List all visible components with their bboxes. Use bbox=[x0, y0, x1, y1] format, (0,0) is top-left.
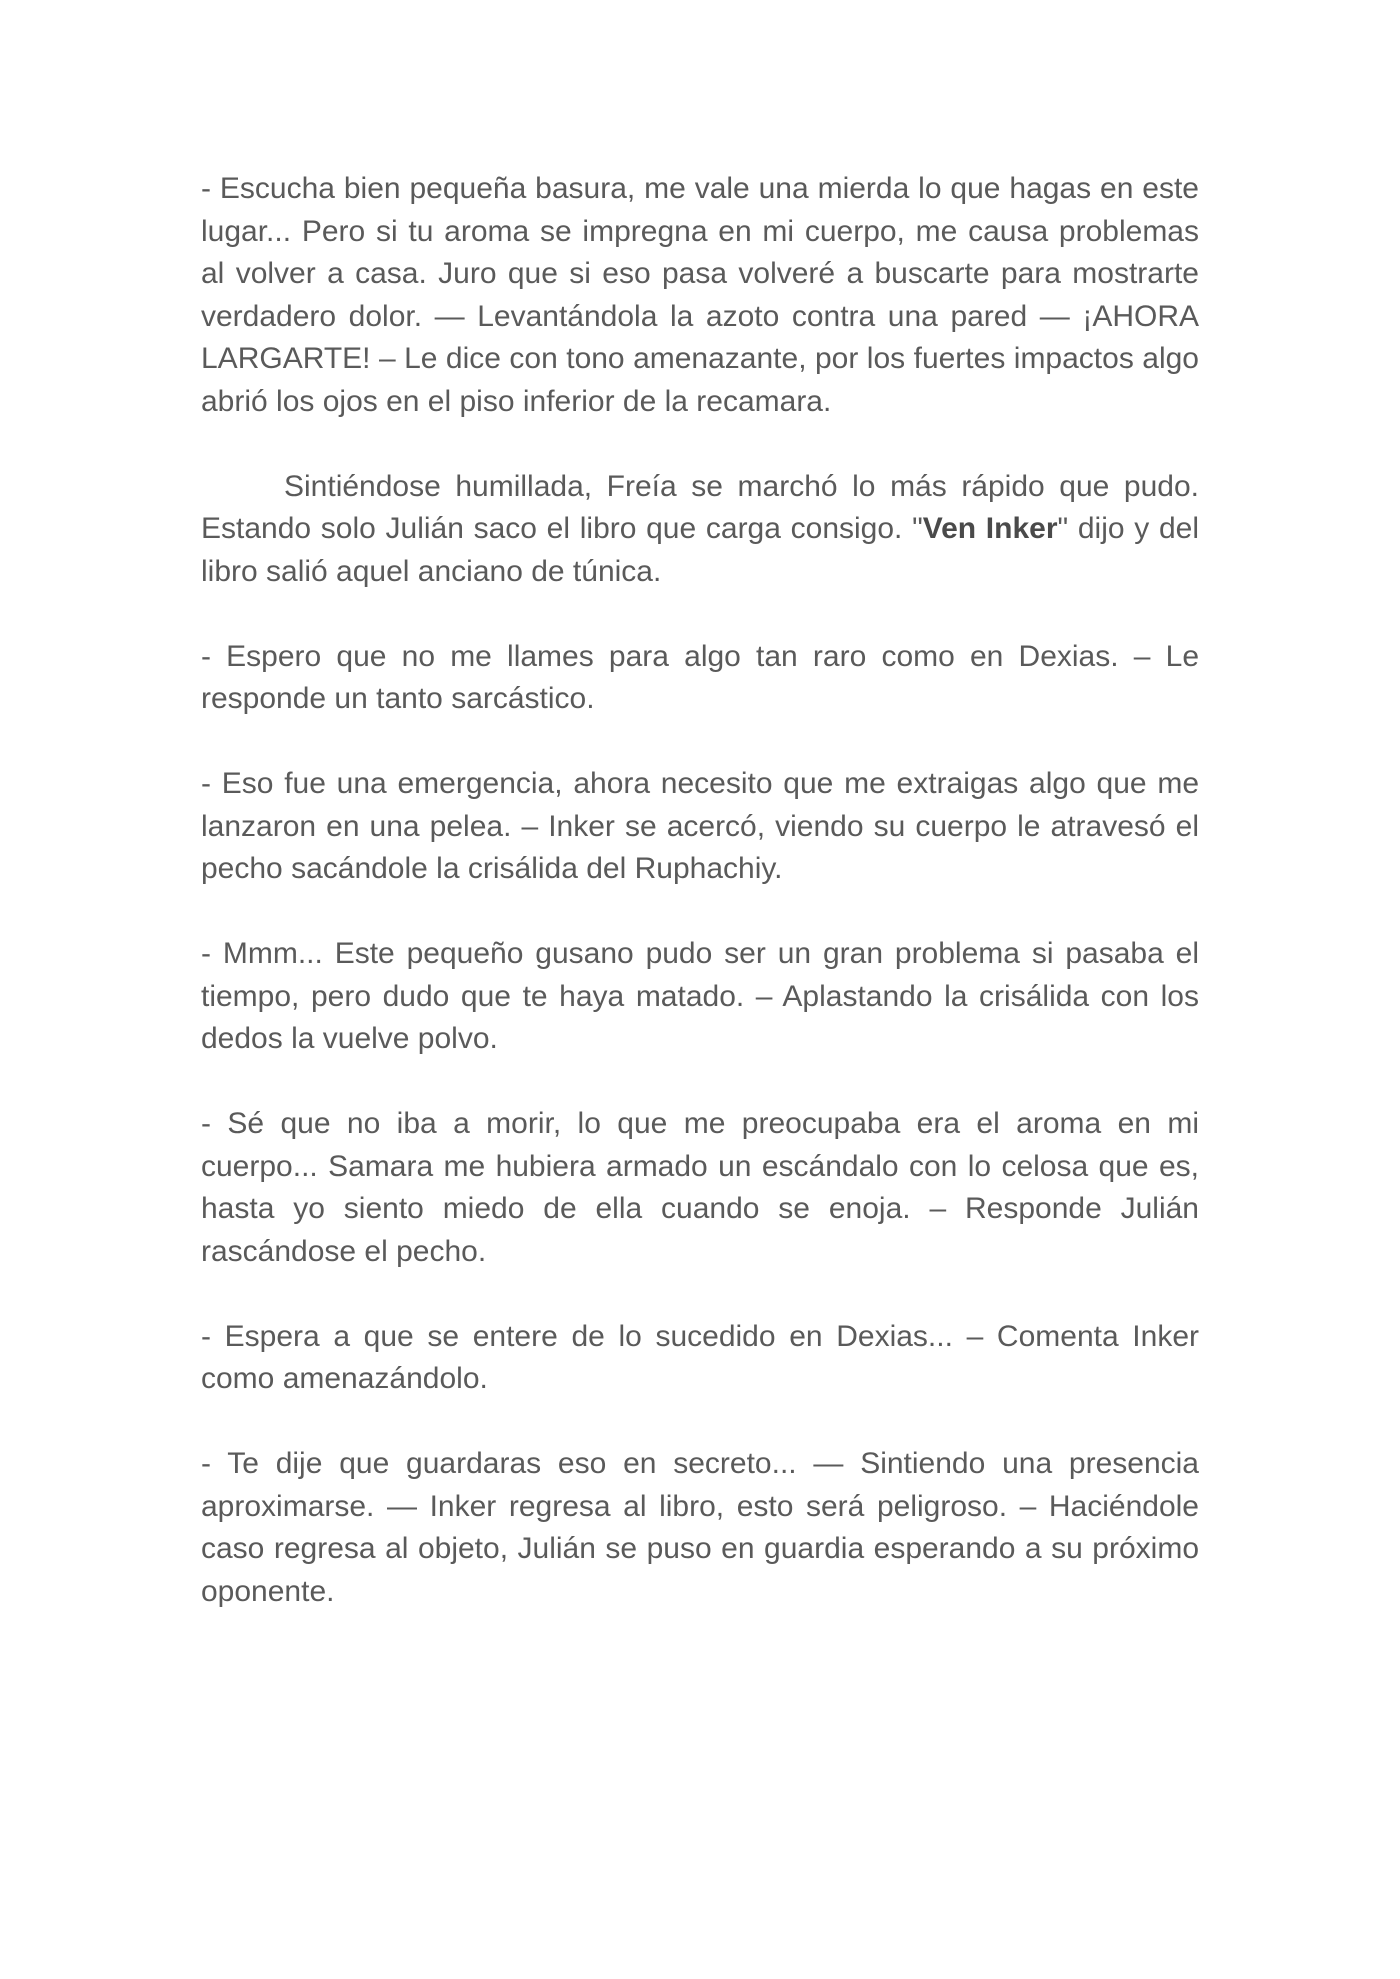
bold-text: Ven Inker bbox=[922, 512, 1058, 545]
paragraph: - Mmm... Este pequeño gusano pudo ser un gran problema si pasaba el tiempo, pero dudo que te haya matado. – Aplastando la crisálida con los dedos la vuelve polvo. bbox=[201, 937, 1199, 1055]
paragraph: - Eso fue una emergencia, ahora necesito que me extraigas algo que me lanzaron en una pelea. – Inker se acercó, viendo su cuerpo le atravesó el pecho sacándole la crisálida del Ruphachiy. bbox=[201, 767, 1199, 885]
paragraph-text: Sintiéndose humillada, Freía se marchó lo más rápido que pudo. Estando solo Julián saco el libro que carga consigo. " bbox=[201, 469, 1199, 545]
paragraph: - Te dije que guardaras eso en secreto... — Sintiendo una presencia aproximarse. — Inker regresa al libro, esto será peligroso. – Haciéndole caso regresa al objeto, Julián se puso en guardia esperando a su próximo oponente. bbox=[201, 1447, 1199, 1608]
paragraph: - Espero que no me llames para algo tan raro como en Dexias. – Le responde un tanto sarcástico. bbox=[201, 639, 1199, 715]
paragraph: - Sé que no iba a morir, lo que me preocupaba era el aroma en mi cuerpo... Samara me hubiera armado un escándalo con lo celosa que es, hasta yo siento miedo de ella cuando se enoja. – Responde Julián rascándose el pecho. bbox=[201, 1107, 1199, 1268]
paragraph bbox=[201, 466, 1199, 594]
paragraph: - Escucha bien pequeña basura, me vale una mierda lo que hagas en este lugar... Pero si tu aroma se impregna en mi cuerpo, me causa problemas al volver a casa. Juro que si eso pasa volveré a buscarte para mostrarte verdadero dolor. — Levantándola la azoto contra una pared — ¡AHORA LARGARTE! – Le dice con tono amenazante, por los fuertes impactos algo abrió los ojos en el piso inferior de la recamara. bbox=[201, 172, 1199, 418]
document-body bbox=[201, 168, 1199, 1656]
paragraph-text: " dijo y del libro salió aquel anciano de túnica. bbox=[201, 512, 1200, 588]
paragraph: - Espera a que se entere de lo sucedido en Dexias... – Comenta Inker como amenazándolo. bbox=[201, 1319, 1199, 1395]
